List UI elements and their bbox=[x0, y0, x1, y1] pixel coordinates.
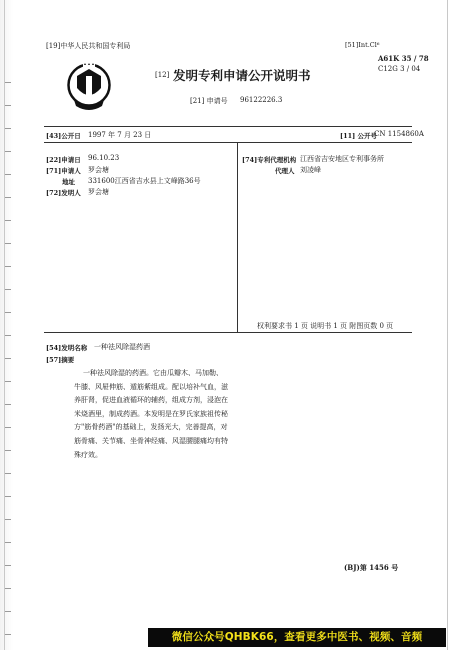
abstract-line: 筋骨痛、关节痛、坐骨神经痛、风湿腰腿痛均有特 bbox=[74, 436, 228, 445]
app-no: 96122226.3 bbox=[240, 96, 283, 104]
abstract-line: 方"筋骨药酒"的基础上，发扬光大，完善提高，对 bbox=[74, 423, 228, 432]
inventor: 罗会塘 bbox=[88, 188, 109, 196]
inventor-label: [72]发明人 bbox=[46, 189, 81, 197]
address-label: 地址 bbox=[62, 178, 75, 186]
abstract-line: 米烧酒里，制成药酒。本发明是在罗氏家族祖传秘 bbox=[74, 409, 228, 418]
pub-no-label: [11] 公开号 bbox=[340, 132, 377, 140]
abstract-line: 养肝肾，促进血液循环的辅药，组成方剂，浸泡在 bbox=[74, 396, 228, 405]
abstract-line: 一种祛风除湿的药酒。它由瓜瓣木、马加勒、 bbox=[83, 369, 223, 377]
abstract-label: [57]摘要 bbox=[46, 356, 75, 364]
rule-top bbox=[44, 126, 412, 127]
int-cl-label: [51]Int.Cl⁶ bbox=[345, 41, 380, 49]
title-label: [54]发明名称 bbox=[46, 344, 88, 352]
pub-date-label: [43]公开日 bbox=[46, 132, 81, 140]
page-counts: 权利要求书 1 页 说明书 1 页 附图页数 0 页 bbox=[257, 322, 394, 330]
pub-date: 1997 年 7 月 23 日 bbox=[88, 131, 152, 139]
agent-label: 代理人 bbox=[275, 167, 295, 175]
rule-bottom bbox=[44, 332, 412, 333]
applicant-label: [71]申请人 bbox=[46, 167, 81, 175]
address: 331600江西省吉水县上文峰路36号 bbox=[88, 177, 201, 185]
doc-type-title: 发明专利申请公开说明书 bbox=[173, 68, 311, 83]
rule-biblio bbox=[44, 142, 412, 143]
column-divider bbox=[237, 142, 238, 332]
ipc-secondary: C12G 3 / 04 bbox=[378, 65, 421, 73]
ipc-main: A61K 35 / 78 bbox=[378, 54, 429, 63]
page-edge-left bbox=[4, 0, 5, 650]
applicant: 罗会塘 bbox=[88, 166, 109, 174]
doc-type-code: [12] bbox=[155, 71, 170, 79]
abstract-line: 牛膝、风屉伸筋、遁筋紫组成。配以培补气血，滋 bbox=[74, 382, 228, 391]
agency: 江西省吉安地区专利事务所 bbox=[300, 155, 384, 163]
filing-date-label: [22]申请日 bbox=[46, 156, 81, 164]
agent: 刘凌峰 bbox=[300, 166, 321, 174]
invention-title: 一种祛风除湿药酒 bbox=[94, 343, 150, 351]
agency-label: [74]专利代理机构 bbox=[242, 156, 297, 164]
abstract-line: 殊疗效。 bbox=[74, 450, 102, 459]
binding-marks bbox=[5, 60, 11, 640]
pub-no: CN 1154860A bbox=[374, 130, 424, 138]
patent-office-emblem bbox=[66, 62, 112, 116]
abstract-text bbox=[74, 367, 228, 462]
promo-banner: 微信公众号QHBK66，查看更多中医书、视频、音频 bbox=[148, 628, 446, 647]
footer-code: (BJ)第 1456 号 bbox=[344, 563, 399, 572]
app-no-label: [21] 申请号 bbox=[190, 97, 228, 105]
page-edge-right bbox=[447, 0, 448, 650]
filing-date: 96.10.23 bbox=[88, 154, 120, 162]
authority-label: [19]中华人民共和国专利局 bbox=[46, 42, 131, 50]
